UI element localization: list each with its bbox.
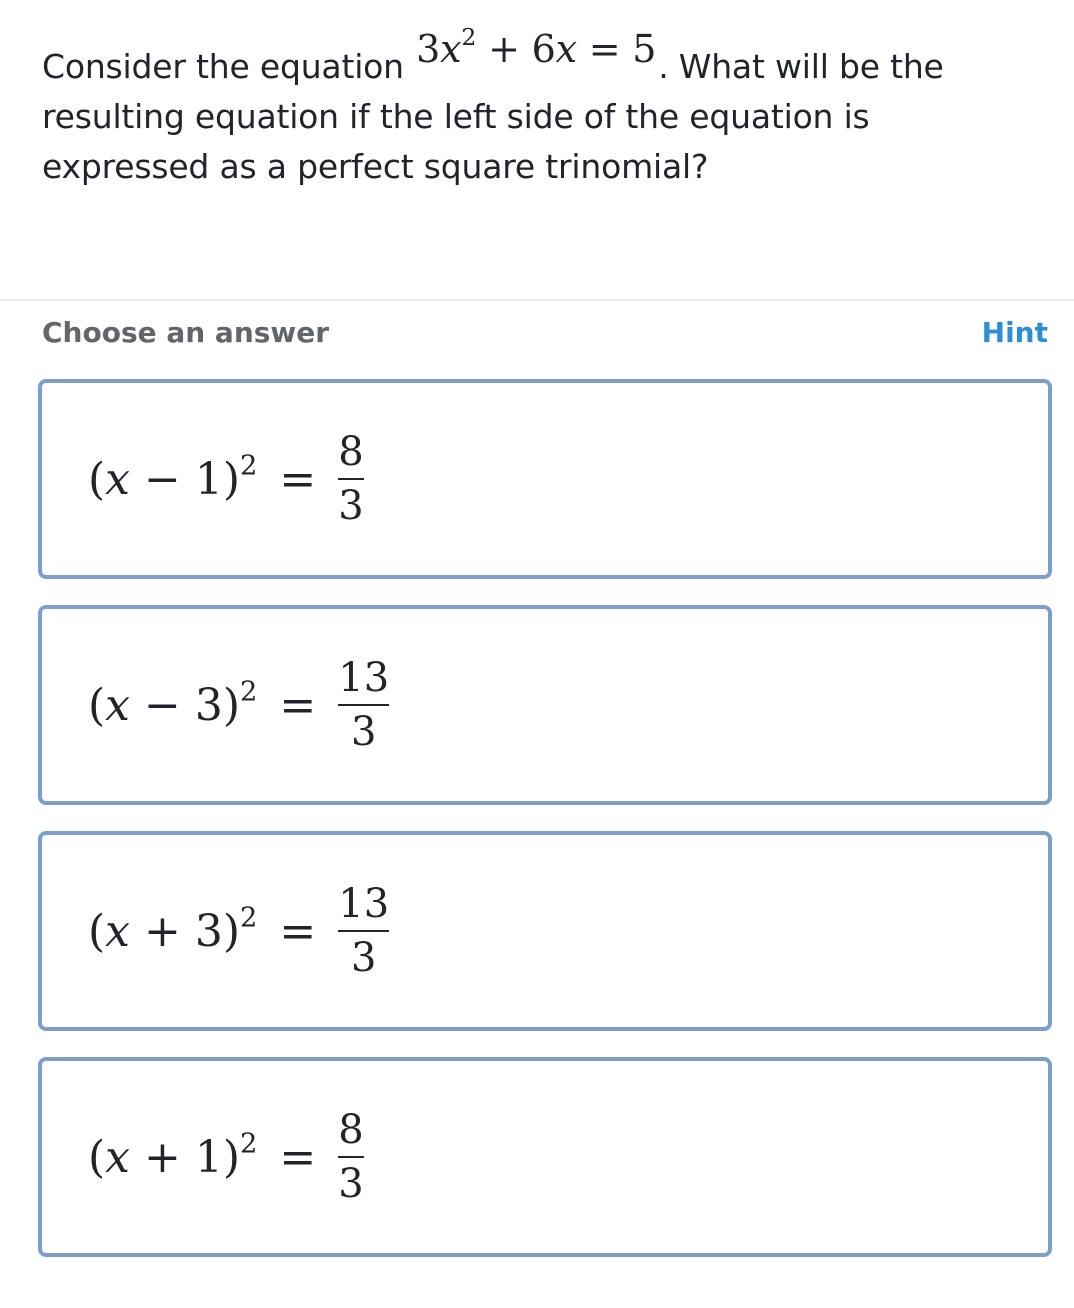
answer-choice-3[interactable] xyxy=(38,831,1052,1031)
answer-choices xyxy=(38,379,1052,1283)
choose-answer-label: Choose an answer xyxy=(42,316,330,349)
choice-fraction: $\frac{8}{3}$ xyxy=(338,429,364,529)
section-divider xyxy=(0,299,1074,301)
answer-choice-1[interactable] xyxy=(38,379,1052,579)
question-suffix: . What will be the resulting equation if the left side of the equation is expressed as a perfect square trinomial? xyxy=(42,47,944,186)
choice-equation: $(x - 1)^2$ = $\frac{8}{3}$ xyxy=(88,429,364,529)
question-equation: $3x^2 + 6x = 5$ xyxy=(416,23,657,71)
choice-equation: $(x + 3)^2$ = $\frac{13}{3}$ xyxy=(88,881,390,981)
choice-fraction: $\frac{13}{3}$ xyxy=(338,881,390,981)
choice-equation: $(x - 3)^2$ = $\frac{13}{3}$ xyxy=(88,655,390,755)
answer-choice-2[interactable] xyxy=(38,605,1052,805)
choice-equation: $(x + 1)^2$ = $\frac{8}{3}$ xyxy=(88,1107,364,1207)
question-prefix: Consider the equation xyxy=(42,47,404,86)
hint-link[interactable]: Hint xyxy=(981,316,1048,349)
answer-choice-4[interactable] xyxy=(38,1057,1052,1257)
choice-fraction: $\frac{8}{3}$ xyxy=(338,1107,364,1207)
choice-fraction: $\frac{13}{3}$ xyxy=(338,655,390,755)
question-text xyxy=(42,23,1032,192)
